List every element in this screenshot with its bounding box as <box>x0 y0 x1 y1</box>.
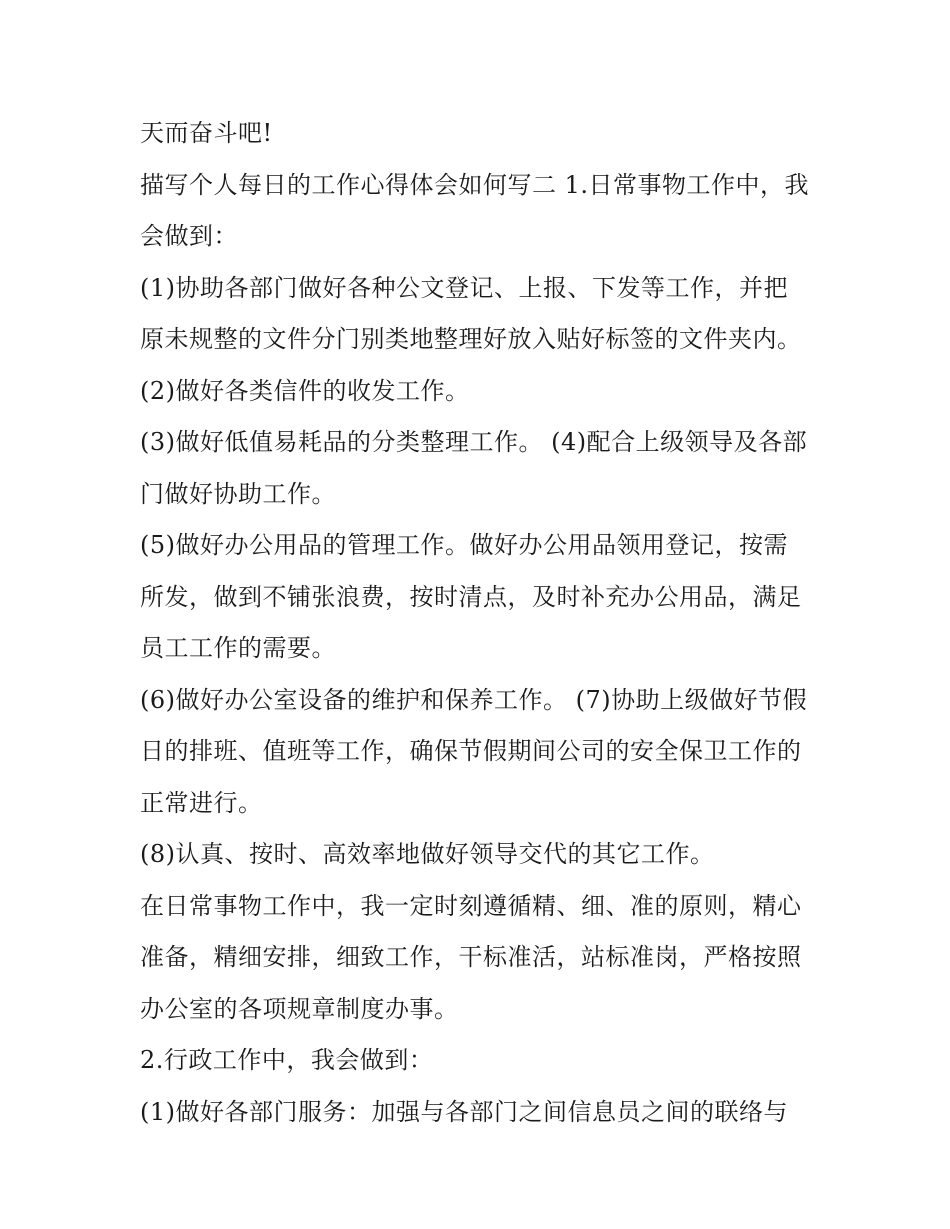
text-line: (1)协助各部门做好各种公文登记、上报、下发等工作，并把 <box>140 273 788 302</box>
text-line: (6)做好办公室设备的维护和保养工作。 (7)协助上级做好节假 <box>140 685 808 714</box>
text-line: 办公室的各项规章制度办事。 <box>140 994 459 1023</box>
text-line: 描写个人每日的工作心得体会如何写二 1.日常事物工作中，我 <box>140 170 810 199</box>
text-line: 门做好协助工作。 <box>140 479 336 508</box>
text-line: 准备，精细安排，细致工作，干标准活，站标准岗，严格按照 <box>140 943 802 971</box>
text-line: 日的排班、值班等工作，确保节假期间公司的安全保卫工作的 <box>140 737 802 765</box>
text-line: (3)做好低值易耗品的分类整理工作。 (4)配合上级领导及各部 <box>140 428 808 456</box>
text-line: (2)做好各类信件的收发工作。 <box>140 376 470 405</box>
text-line: 正常进行。 <box>140 788 263 817</box>
text-line: (5)做好办公用品的管理工作。做好办公用品领用登记，按需 <box>140 531 788 559</box>
document-body <box>140 108 820 1138</box>
text-line: 在日常事物工作中，我一定时刻遵循精、细、准的原则，精心 <box>140 891 802 920</box>
text-line: 所发，做到不铺张浪费，按时清点，及时补充办公用品，满足 <box>140 582 802 611</box>
text-line: 会做到： <box>140 222 238 250</box>
text-line: (8)认真、按时、高效率地做好领导交代的其它工作。 <box>140 840 715 868</box>
text-line: 原未规整的文件分门别类地整理好放入贴好标签的文件夹内。 <box>140 325 802 353</box>
text-line: 员工工作的需要。 <box>140 634 336 662</box>
text-line: 天而奋斗吧! <box>140 119 273 147</box>
text-line: 2.行政工作中，我会做到： <box>140 1046 434 1074</box>
text-line: (1)做好各部门服务：加强与各部门之间信息员之间的联络与 <box>140 1097 788 1126</box>
